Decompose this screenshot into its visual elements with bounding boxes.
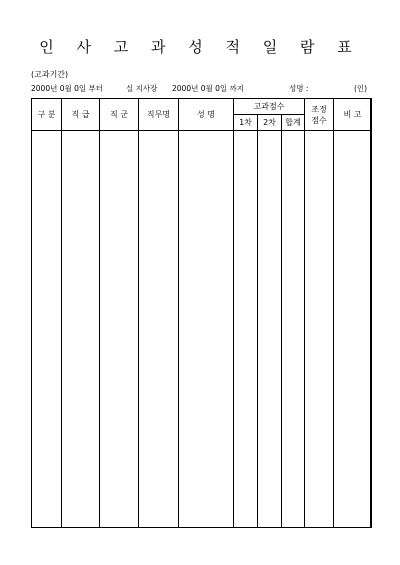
header-job-group: 직 군: [100, 99, 139, 131]
name-label: 성명 :: [289, 84, 309, 93]
body-cell-total[interactable]: [282, 131, 305, 528]
header-remarks: 비 고: [334, 99, 372, 131]
table-body-row: [32, 131, 372, 528]
header-adjusted-text: 조정점수: [311, 104, 327, 125]
header-score-group: 고과점수: [234, 99, 305, 115]
header-name: 성 명: [179, 99, 234, 131]
header-second-score: 2차: [258, 115, 282, 131]
body-cell-name[interactable]: [179, 131, 234, 528]
header-job-title: 직무명: [139, 99, 179, 131]
body-cell-job-group[interactable]: [100, 131, 139, 528]
period-label: (고과기간): [31, 70, 69, 79]
page-title: 인 사 고 과 성 적 일 람 표: [39, 38, 361, 56]
header-total-score: 합계: [282, 115, 305, 131]
body-cell-job-title[interactable]: [139, 131, 179, 528]
body-cell-first[interactable]: [234, 131, 258, 528]
header-first-score: 1차: [234, 115, 258, 131]
body-cell-category[interactable]: [32, 131, 62, 528]
header-category: 구 분: [32, 99, 62, 131]
period-from-date: 2000년 0월 0일 부터: [31, 84, 104, 93]
evaluation-table: [31, 98, 372, 528]
body-cell-second[interactable]: [258, 131, 282, 528]
seal-mark: (인): [354, 84, 368, 93]
header-grade: 직 급: [62, 99, 100, 131]
header-adjusted-score: [305, 99, 334, 131]
period-office: 실 지사장: [126, 84, 158, 93]
period-to-date: 2000년 0월 0일 까지: [172, 84, 245, 93]
body-cell-remarks[interactable]: [334, 131, 372, 528]
body-cell-grade[interactable]: [62, 131, 100, 528]
body-cell-adjusted[interactable]: [305, 131, 334, 528]
